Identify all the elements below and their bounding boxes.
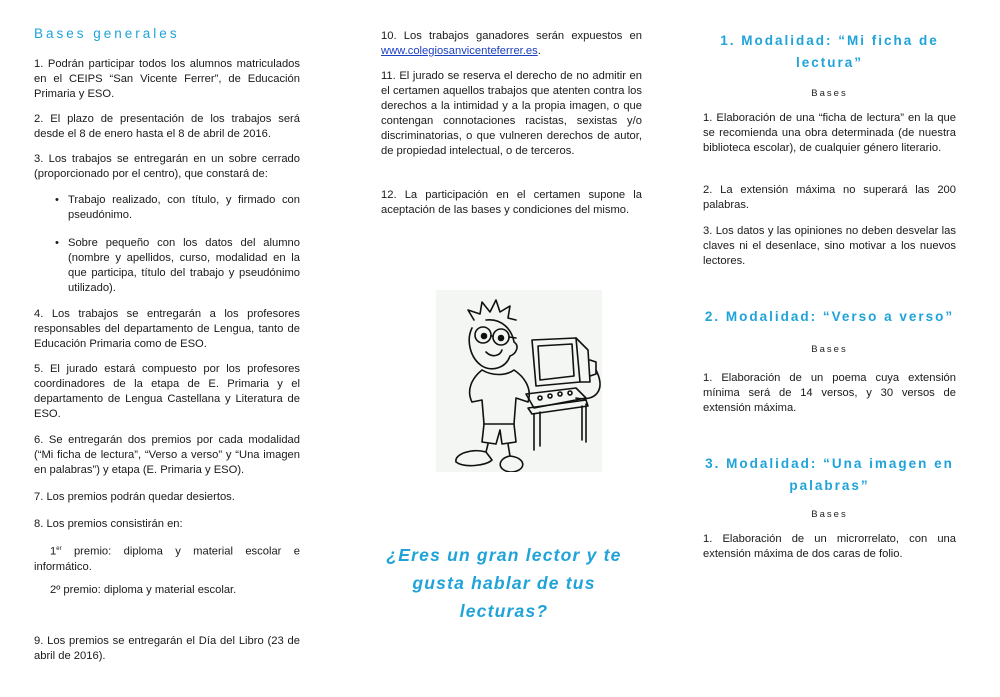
modalidad-3-rule-1: 1. Elaboración de un microrrelato, con una extensión máxima de dos caras de folio. [703,533,956,560]
bases-generales-heading: Bases generales [34,26,180,41]
modalidad-2-bases-label: Bases [811,344,848,355]
modalidad-1-rule-3: 3. Los datos y las opiniones no deben desvelar las claves ni el desenlace, sino motivar a los nuevos lectores. [703,225,956,267]
rule-11: 11. El jurado se reserva el derecho de no admitir en el certamen aquellos trabajos que atenten contra los derechos a la intimidad y a la propia imagen, o que contengan connotaciones racistas, sexistas y/o discriminatorias, o que vulneren derechos de autor, de propiedad intelectual, o de terceros. [381,70,642,157]
modalidad-1-bases-label: Bases [811,88,848,99]
modalidad-1-rule-2: 2. La extensión máxima no superará las 200 palabras. [703,184,956,211]
school-website-link[interactable]: www.colegiosanvicenteferrer.es [381,45,538,57]
rule-4: 4. Los trabajos se entregarán a los profesores responsables del departamento de Lengua, tanto de Educación Primaria como de ESO. [34,308,300,350]
bullet-icon: • [55,194,59,206]
rule-7: 7. Los premios podrán quedar desiertos. [34,491,235,503]
rule-5: 5. El jurado estará compuesto por los profesores coordinadores de la etapa de E. Primaria y el departamento de Lengua Castellana y Literatura de ESO. [34,363,300,420]
rule-8: 8. Los premios consistirán en: [34,518,183,530]
rule-9: 9. Los premios se entregarán el Día del Libro (23 de abril de 2016). [34,635,300,662]
modalidad-3-title: 3. Modalidad: “Una imagen en palabras” [705,456,954,493]
slogan: ¿Eres un gran lector y te gusta hablar de tus lecturas? [386,545,622,621]
modalidad-1-title: 1. Modalidad: “Mi ficha de lectura” [720,33,939,70]
modalidad-2-rule-1: 1. Elaboración de un poema cuya extensión mínima será de 14 versos, y 30 versos de extensión máxima. [703,372,956,414]
boy-computer-illustration [436,290,602,472]
rule-2: 2. El plazo de presentación de los trabajos será desde el 8 de enero hasta el 8 de abril de 2016. [34,113,300,140]
prize-2: 2º premio: diploma y material escolar. [50,584,237,596]
rule-10: 10. Los trabajos ganadores serán expuestos en www.colegiosanvicenteferrer.es. [381,30,642,57]
modalidad-1-rule-1: 1. Elaboración de una “ficha de lectura” en la que se recomienda una obra determinada (de nuestra biblioteca escolar), de cualquier género literario. [703,112,956,154]
rule-12: 12. La participación en el certamen supone la aceptación de las bases y condiciones del mismo. [381,189,642,216]
bullet-icon: • [55,237,59,249]
modalidad-3-bases-label: Bases [811,509,848,520]
rule-6: 6. Se entregarán dos premios por cada modalidad (“Mi ficha de lectura”, “Verso a verso” y “Una imagen en palabras”) y etapa (E. Primaria y ESO). [34,434,300,476]
rule-3: 3. Los trabajos se entregarán en un sobre cerrado (proporcionado por el centro), que constará de: [34,153,300,180]
rule-1: 1. Podrán participar todos los alumnos matriculados en el CEIPS “San Vicente Ferrer”, de Educación Primaria y ESO. [34,58,300,100]
bullet-item: • Sobre pequeño con los datos del alumno (nombre y apellidos, curso, modalidad en la que participa, título del trabajo y pseudónimo utilizado). [55,237,300,294]
bullet-item: • Trabajo realizado, con título, y firmado con pseudónimo. [55,194,300,221]
modalidad-2-title: 2. Modalidad: “Verso a verso” [704,309,955,324]
prize-1: 1er premio: diploma y material escolar e informático. [34,545,300,573]
cartoon-boy-icon [436,290,602,472]
